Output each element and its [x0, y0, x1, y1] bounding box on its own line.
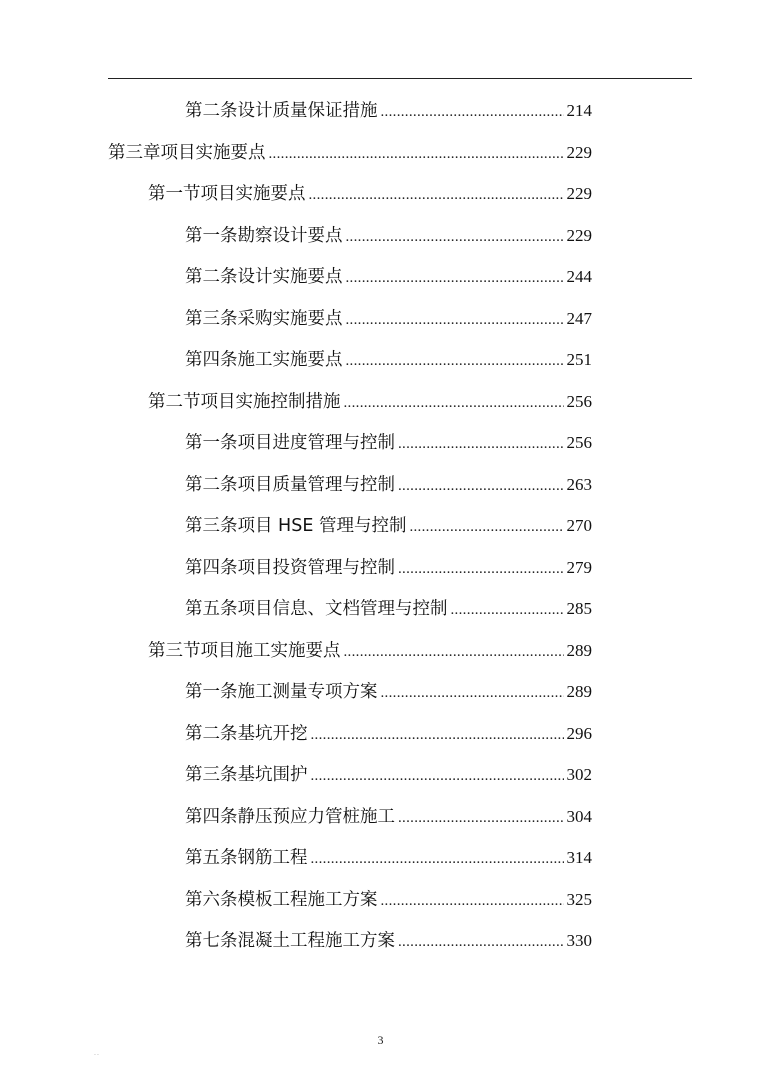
toc-entry[interactable] — [108, 630, 592, 672]
toc-entry-title: 第四条项目投资管理与控制 — [185, 557, 395, 578]
toc-entry[interactable] — [108, 256, 592, 298]
toc-entry-page: 304 — [566, 806, 592, 826]
toc-dot-leader — [311, 715, 564, 757]
toc-entry-page: 251 — [566, 350, 592, 369]
toc-entry-page: 325 — [566, 889, 592, 909]
toc-dot-leader — [346, 300, 564, 342]
toc-entry-page: 256 — [566, 433, 592, 452]
toc-entry-page: 270 — [566, 516, 592, 535]
toc-dot-leader — [344, 383, 564, 425]
toc-entry[interactable] — [108, 298, 592, 340]
header-rule — [108, 78, 692, 79]
toc-entry-title: 第二条设计质量保证措施 — [185, 101, 378, 121]
toc-entry[interactable] — [108, 837, 592, 879]
toc-entry-title: 第二条基坑开挖 — [185, 723, 308, 744]
toc-entry[interactable] — [108, 754, 592, 796]
toc-entry[interactable] — [108, 713, 592, 755]
toc-entry-title: 第一条项目进度管理与控制 — [185, 433, 395, 453]
toc-entry[interactable] — [108, 505, 592, 547]
toc-dot-leader — [309, 175, 564, 217]
toc-entry[interactable] — [108, 90, 592, 132]
toc-entry-title: 第四条静压预应力管桩施工 — [185, 806, 395, 827]
toc-dot-leader — [381, 92, 564, 134]
corner-mark: .. — [94, 1050, 100, 1057]
toc-dot-leader — [346, 217, 564, 259]
toc-entry-page: 289 — [566, 640, 592, 660]
toc-entry-page: 289 — [566, 682, 592, 701]
toc-dot-leader — [311, 839, 564, 881]
toc-dot-leader — [381, 673, 564, 715]
toc-dot-leader — [409, 507, 563, 549]
toc-entry[interactable] — [108, 920, 592, 962]
toc-dot-leader — [398, 922, 564, 964]
toc-entry-page: 244 — [566, 267, 592, 286]
toc-entry-page: 263 — [566, 474, 592, 494]
toc-dot-leader — [381, 881, 564, 923]
toc-entry-title: 第三章项目实施要点 — [108, 142, 266, 163]
toc-entry[interactable] — [108, 339, 592, 381]
toc-entry-page: 330 — [566, 931, 592, 950]
toc-entry-page: 247 — [566, 308, 592, 328]
toc-dot-leader — [398, 466, 564, 508]
toc-entry[interactable] — [108, 879, 592, 921]
toc-entry-page: 214 — [566, 101, 592, 120]
toc-entry-title: 第五条钢筋工程 — [185, 848, 308, 868]
toc-dot-leader — [451, 590, 564, 632]
toc-entry[interactable] — [108, 381, 592, 423]
toc-dot-leader — [346, 258, 564, 300]
toc-dot-leader — [344, 632, 564, 674]
toc-dot-leader — [346, 341, 564, 383]
toc-dot-leader — [398, 549, 564, 591]
toc-entry-page: 256 — [566, 391, 592, 411]
table-of-contents — [108, 90, 592, 962]
toc-entry-title: 第一条勘察设计要点 — [185, 225, 343, 246]
toc-entry[interactable] — [108, 547, 592, 589]
toc-entry-title: 第七条混凝土工程施工方案 — [185, 931, 395, 951]
toc-entry[interactable] — [108, 588, 592, 630]
toc-entry[interactable] — [108, 671, 592, 713]
toc-entry-title: 第一节项目实施要点 — [148, 184, 306, 204]
toc-entry-title: 第六条模板工程施工方案 — [185, 889, 378, 910]
toc-entry[interactable] — [108, 796, 592, 838]
toc-dot-leader — [398, 798, 564, 840]
toc-entry-title: 第三条项目 HSE 管理与控制 — [185, 516, 407, 536]
toc-entry[interactable] — [108, 215, 592, 257]
toc-entry-page: 229 — [566, 225, 592, 245]
toc-entry[interactable] — [108, 132, 592, 174]
toc-entry[interactable] — [108, 464, 592, 506]
toc-entry[interactable] — [108, 422, 592, 464]
toc-dot-leader — [311, 756, 564, 798]
toc-entry-title: 第二节项目实施控制措施 — [148, 391, 341, 412]
toc-entry-title: 第三条基坑围护 — [185, 765, 308, 785]
toc-entry-page: 314 — [566, 848, 592, 867]
toc-entry-page: 285 — [566, 599, 592, 618]
toc-entry-title: 第五条项目信息、文档管理与控制 — [185, 599, 448, 619]
toc-entry-title: 第一条施工测量专项方案 — [185, 682, 378, 702]
toc-dot-leader — [269, 134, 564, 176]
toc-entry-title: 第三节项目施工实施要点 — [148, 640, 341, 661]
toc-entry-title: 第二条设计实施要点 — [185, 267, 343, 287]
page-number: 3 — [377, 1033, 384, 1047]
toc-entry[interactable] — [108, 173, 592, 215]
toc-entry-page: 229 — [566, 184, 592, 203]
toc-entry-page: 302 — [566, 765, 592, 784]
toc-entry-title: 第三条采购实施要点 — [185, 308, 343, 329]
toc-dot-leader — [398, 424, 564, 466]
toc-entry-page: 279 — [566, 557, 592, 577]
toc-entry-title: 第四条施工实施要点 — [185, 350, 343, 370]
toc-entry-page: 296 — [566, 723, 592, 743]
toc-entry-page: 229 — [566, 142, 592, 162]
toc-entry-title: 第二条项目质量管理与控制 — [185, 474, 395, 495]
